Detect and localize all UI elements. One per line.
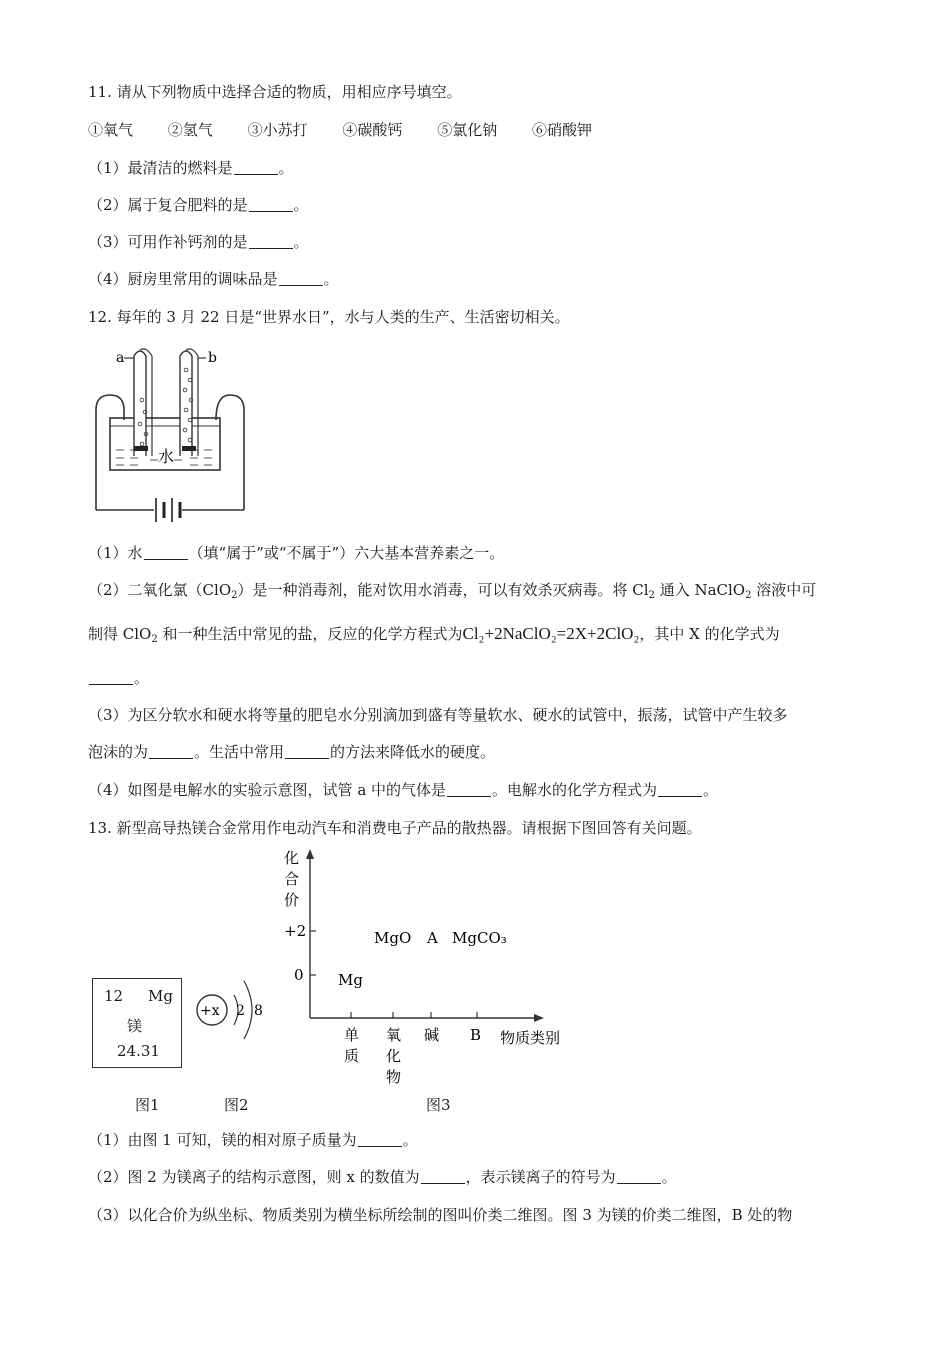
- answer-blank[interactable]: [279, 271, 323, 286]
- answer-blank[interactable]: [285, 744, 329, 759]
- y-axis-label-char: 化: [284, 849, 300, 867]
- q13-sub-2: （2）图 2 为镁离子的结构示意图，则 x 的数值为 ，表示镁离子的符号为 。: [88, 1168, 677, 1186]
- answer-blank[interactable]: [249, 197, 293, 212]
- fig2-caption: 图2: [224, 1096, 249, 1114]
- answer-blank[interactable]: [89, 670, 133, 685]
- shell-2-electrons: 8: [254, 1003, 263, 1019]
- x-tick-label: B: [470, 1026, 482, 1044]
- answer-blank[interactable]: [421, 1169, 465, 1184]
- option-6: ⑥硝酸钾: [531, 121, 592, 139]
- option-4: ④碳酸钙: [342, 121, 403, 139]
- label-a: a: [116, 350, 125, 366]
- element-name: 镁: [127, 1017, 143, 1035]
- x-axis-label: 物质类别: [500, 1029, 561, 1047]
- valence-class-chart: [270, 843, 580, 1093]
- element-symbol: Mg: [148, 987, 173, 1005]
- point-mg: Mg: [338, 971, 363, 989]
- y-tick-label: 0: [294, 966, 304, 984]
- q11-sub-3: （3）可用作补钙剂的是 。: [88, 233, 309, 251]
- point-mgco3: MgCO₃: [452, 929, 507, 947]
- q12-stem: 12. 每年的 3 月 22 日是“世界水日”，水与人类的生产、生活密切相关。: [88, 308, 570, 326]
- q13-sub-1: （1）由图 1 可知，镁的相对原子质量为 。: [88, 1131, 418, 1149]
- x-tick-label: 单: [344, 1026, 360, 1044]
- x-tick-label: 质: [344, 1047, 360, 1065]
- q12-sub-3-line2: 泡沫的为 。生活中常用 的方法来降低水的硬度。: [88, 743, 496, 761]
- label-b: b: [208, 350, 217, 366]
- water-label: 水: [158, 447, 175, 466]
- q11-sub-2: （2）属于复合肥料的是 。: [88, 196, 309, 214]
- answer-blank[interactable]: [144, 545, 188, 560]
- q12-sub-3-line1: （3）为区分软水和硬水将等量的肥皂水分别滴加到盛有等量软水、硬水的试管中，振荡，试管中产生较多: [88, 706, 788, 724]
- q11-options: [88, 120, 622, 140]
- element-cell: [92, 978, 182, 1068]
- x-tick-label: 氧: [386, 1026, 402, 1044]
- x-tick-label: 物: [386, 1068, 402, 1086]
- option-3: ③小苏打: [247, 121, 308, 139]
- shell-1-electrons: 2: [236, 1003, 245, 1019]
- q11-sub-4: （4）厨房里常用的调味品是 。: [88, 270, 339, 288]
- ion-structure-diagram: [190, 965, 270, 1055]
- point-mgo: MgO: [374, 929, 412, 947]
- q12-sub-2-line2: 制得 ClO$_2$ 和一种生活中常见的盐，反应的化学方程式为Cl₂+2NaClO₂=2X+2ClO₂，其中 X 的化学式为: [88, 624, 780, 645]
- q12-sub-2-line1: （2）二氧化氯（ClO$_2$）是一种消毒剂，能对饮用水消毒，可以有效杀灭病毒。将 $Cl_2$ 通入 NaClO$_2$ 溶液中可: [88, 581, 817, 601]
- fig3-caption: 图3: [426, 1096, 451, 1114]
- option-1: ①氧气: [88, 121, 134, 139]
- chemical-equation: Cl₂+2NaClO₂=2X+2ClO₂: [462, 624, 640, 643]
- q12-sub-2-line3: 。: [88, 668, 149, 688]
- answer-blank[interactable]: [447, 782, 491, 797]
- y-axis-label-char: 价: [284, 891, 300, 909]
- x-tick-label: 碱: [424, 1026, 440, 1044]
- q12-sub-4: （4）如图是电解水的实验示意图，试管 a 中的气体是 。电解水的化学方程式为 。: [88, 781, 719, 799]
- atomic-mass: 24.31: [117, 1042, 160, 1060]
- electrolysis-diagram: [90, 340, 250, 530]
- q13-sub-3: （3）以化合价为纵坐标、物质类别为横坐标所绘制的图叫价类二维图。图 3 为镁的价类二维图，B 处的物: [88, 1206, 793, 1224]
- q11-sub-1: （1）最清洁的燃料是 。: [88, 159, 294, 177]
- y-tick-label: +2: [284, 922, 307, 940]
- q11-stem: 11. 请从下列物质中选择合适的物质，用相应序号填空。: [88, 83, 462, 101]
- answer-blank[interactable]: [234, 160, 278, 175]
- fig1-caption: 图1: [135, 1096, 160, 1114]
- answer-blank[interactable]: [249, 234, 293, 249]
- answer-blank[interactable]: [617, 1169, 661, 1184]
- option-2: ②氢气: [167, 121, 213, 139]
- y-axis-label-char: 合: [284, 870, 300, 888]
- q13-stem: 13. 新型高导热镁合金常用作电动汽车和消费电子产品的散热器。请根据下图回答有关问题。: [88, 819, 702, 837]
- answer-blank[interactable]: [358, 1132, 402, 1147]
- q12-sub-1: （1）水 （填“属于”或“不属于”）六大基本营养素之一。: [88, 544, 505, 562]
- answer-blank[interactable]: [149, 744, 193, 759]
- answer-blank[interactable]: [658, 782, 702, 797]
- nucleus-charge: +x: [200, 1003, 220, 1019]
- x-tick-label: 化: [386, 1047, 402, 1065]
- atomic-number: 12: [104, 987, 124, 1005]
- option-5: ⑤氯化钠: [437, 121, 498, 139]
- point-a: A: [427, 929, 438, 947]
